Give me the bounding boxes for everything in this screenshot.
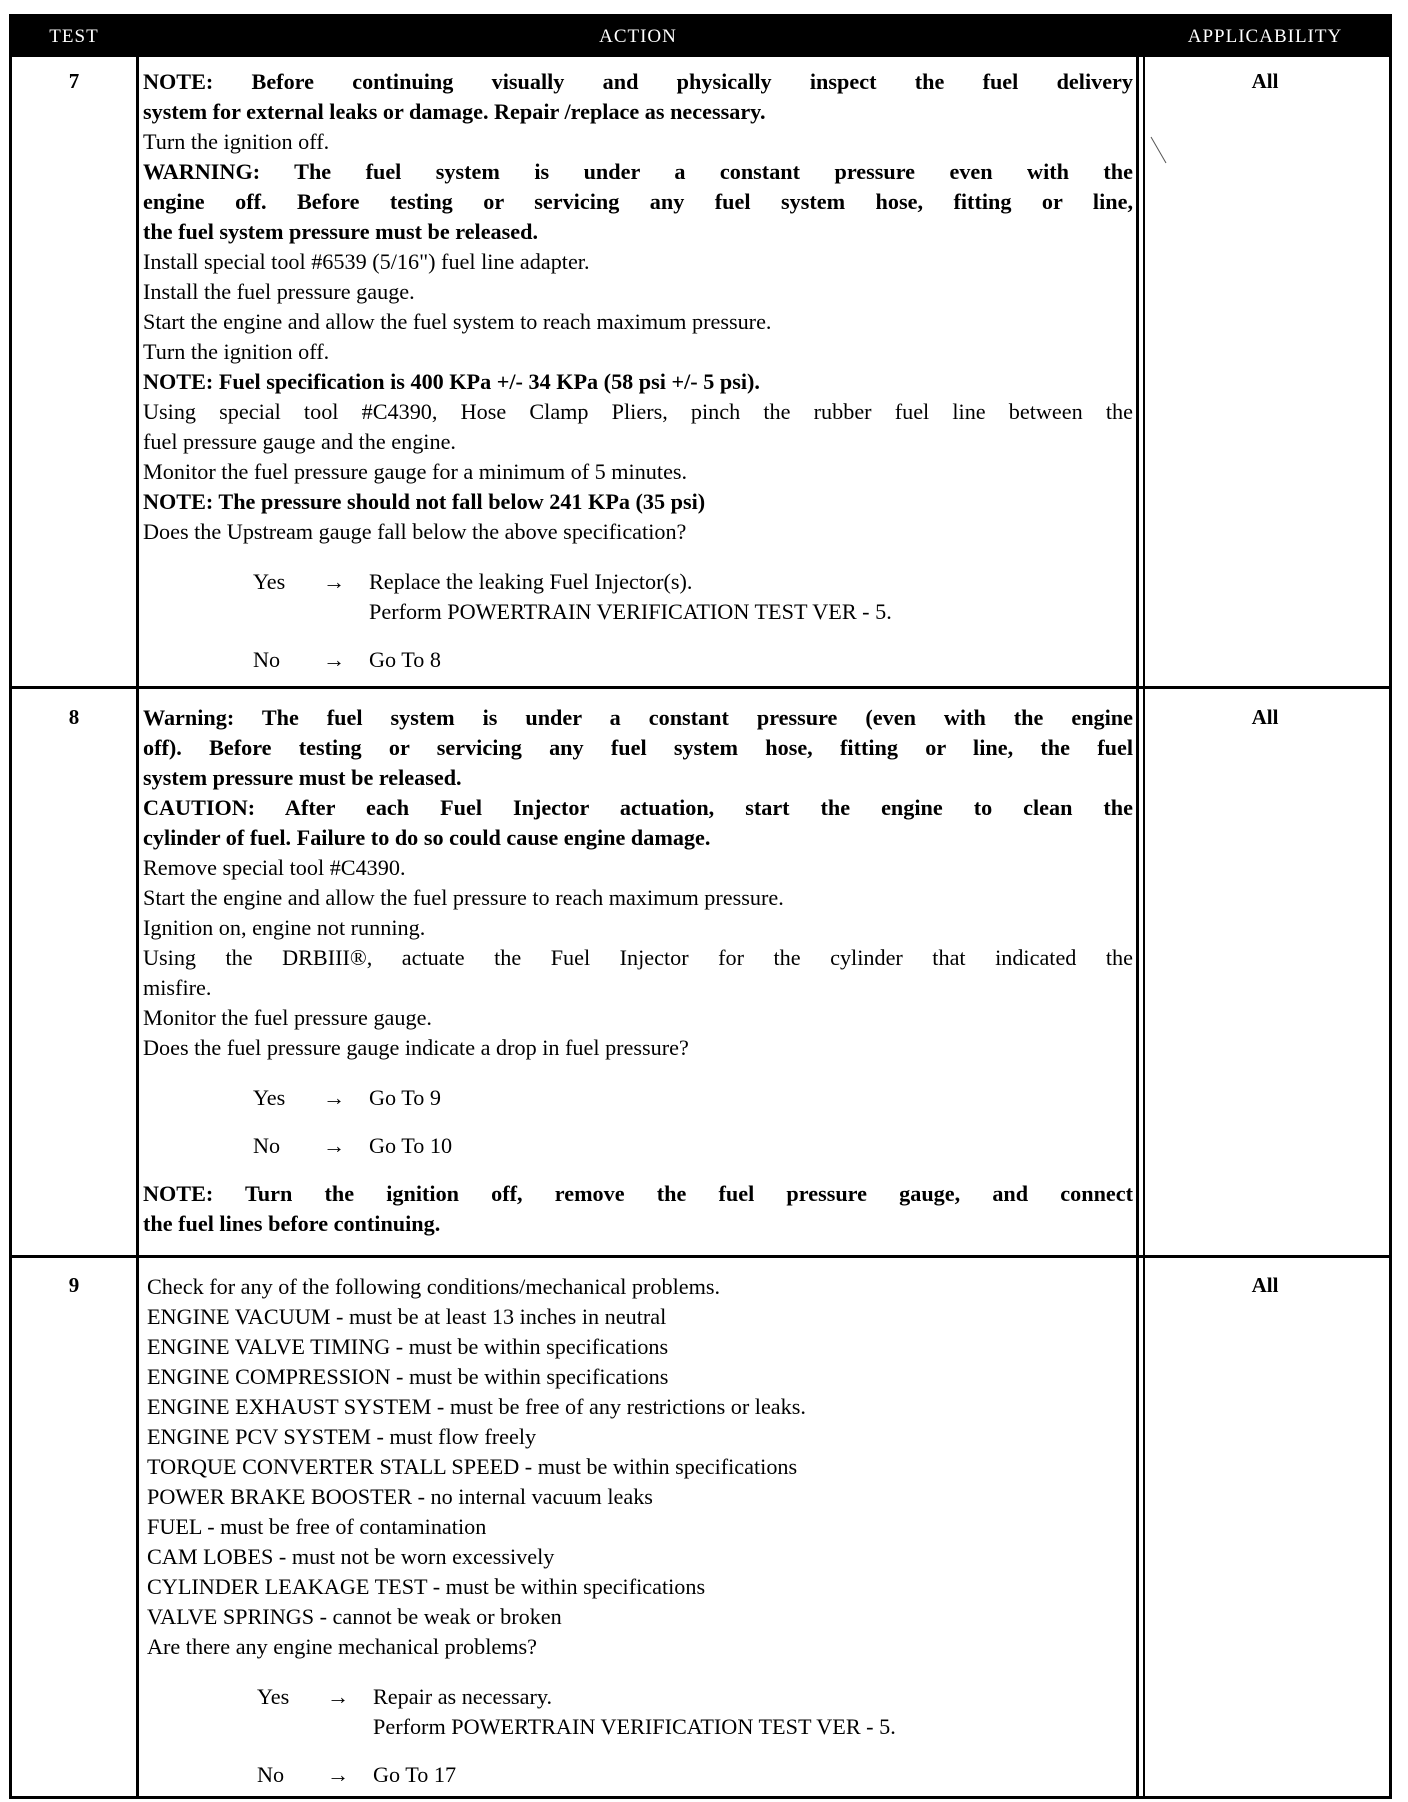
applicability-value: All [1251, 705, 1279, 729]
note-line: the fuel lines before continuing. [143, 1211, 441, 1236]
answer-no-result: Go To 17 [373, 1762, 457, 1787]
test-number: 8 [68, 705, 80, 729]
action-line: Using the DRBIII®, actuate the Fuel Injector for the cylinder that indicated the [143, 945, 1133, 970]
action-line: WARNING: The fuel system is under a constant pressure even with the [143, 159, 1133, 184]
action-line: ENGINE COMPRESSION - must be within specifications [147, 1364, 669, 1389]
answer-no [143, 645, 1133, 675]
answer-yes-label: Yes [257, 1684, 290, 1709]
action-line: Using special tool #C4390, Hose Clamp Pliers, pinch the rubber fuel line between the [143, 399, 1133, 424]
action-line: misfire. [143, 975, 212, 1000]
action-line: FUEL - must be free of contamination [147, 1514, 487, 1539]
action-line: Install the fuel pressure gauge. [143, 279, 415, 304]
test-action [147, 1272, 1137, 1790]
arrow-icon: → [323, 569, 346, 594]
answer-yes-result-2: Perform POWERTRAIN VERIFICATION TEST VER - 5. [373, 1714, 896, 1739]
action-line: fuel pressure gauge and the engine. [143, 429, 456, 454]
action-line: Turn the ignition off. [143, 339, 330, 364]
action-line: Start the engine and allow the fuel pressure to reach maximum pressure. [143, 885, 784, 910]
answer-no [143, 1131, 1133, 1161]
answer-yes-result: Replace the leaking Fuel Injector(s). [369, 569, 693, 594]
answer-yes-result-2: Perform POWERTRAIN VERIFICATION TEST VER - 5. [369, 599, 892, 624]
action-line: NOTE: Fuel specification is 400 KPa +/- 34 KPa (58 psi +/- 5 psi). [143, 369, 760, 394]
applicability-value: All [1251, 1273, 1279, 1297]
answer-no-result: Go To 10 [369, 1133, 453, 1158]
answer-no [147, 1760, 1137, 1790]
action-line: Start the engine and allow the fuel system to reach maximum pressure. [143, 309, 772, 334]
test-number: 7 [68, 69, 80, 93]
answer-no-label: No [253, 1133, 281, 1158]
header-action: ACTION [136, 17, 1140, 57]
action-line: Does the Upstream gauge fall below the above specification? [143, 519, 687, 544]
action-line: Warning: The fuel system is under a constant pressure (even with the engine [143, 705, 1133, 730]
arrow-icon: → [323, 1085, 346, 1110]
arrow-icon: → [323, 647, 346, 672]
applicability-value: All [1251, 69, 1279, 93]
action-line: Ignition on, engine not running. [143, 915, 426, 940]
action-line: Check for any of the following conditions/mechanical problems. [147, 1274, 721, 1299]
action-line: cylinder of fuel. Failure to do so could cause engine damage. [143, 825, 711, 850]
column-divider-test [136, 17, 139, 1799]
action-line: POWER BRAKE BOOSTER - no internal vacuum leaks [147, 1484, 653, 1509]
action-line: Monitor the fuel pressure gauge for a minimum of 5 minutes. [143, 459, 688, 484]
note-line: NOTE: Turn the ignition off, remove the fuel pressure gauge, and connect [143, 1181, 1133, 1206]
answer-no-result: Go To 8 [369, 647, 441, 672]
arrow-icon: → [323, 1133, 346, 1158]
action-line: TORQUE CONVERTER STALL SPEED - must be within specifications [147, 1454, 798, 1479]
action-line: CYLINDER LEAKAGE TEST - must be within specifications [147, 1574, 706, 1599]
diagnostic-table [9, 14, 1392, 1799]
arrow-icon: → [327, 1684, 350, 1709]
action-line: system for external leaks or damage. Repair /replace as necessary. [143, 99, 766, 124]
action-line: NOTE: Before continuing visually and physically inspect the fuel delivery [143, 69, 1133, 94]
action-line: ENGINE PCV SYSTEM - must flow freely [147, 1424, 537, 1449]
answer-no-label: No [253, 647, 281, 672]
action-line: Install special tool #6539 (5/16") fuel line adapter. [143, 249, 590, 274]
action-line: CAM LOBES - must not be worn excessively [147, 1544, 555, 1569]
action-line: Remove special tool #C4390. [143, 855, 406, 880]
answer-yes [147, 1682, 1137, 1742]
answer-no-label: No [257, 1762, 285, 1787]
action-line: Does the fuel pressure gauge indicate a drop in fuel pressure? [143, 1035, 689, 1060]
action-line: Are there any engine mechanical problems? [147, 1634, 537, 1659]
header-test: TEST [12, 17, 136, 57]
answer-yes [143, 1083, 1133, 1113]
column-divider-action-inner [1143, 57, 1145, 1799]
action-line: system pressure must be released. [143, 765, 462, 790]
action-line: VALVE SPRINGS - cannot be weak or broken [147, 1604, 562, 1629]
answer-yes-result: Repair as necessary. [373, 1684, 553, 1709]
test-action [143, 703, 1133, 1239]
test-action [143, 67, 1133, 675]
action-line: NOTE: The pressure should not fall below 241 KPa (35 psi) [143, 489, 706, 514]
action-line: the fuel system pressure must be released. [143, 219, 539, 244]
action-line: CAUTION: After each Fuel Injector actuation, start the engine to clean the [143, 795, 1133, 820]
action-line: off). Before testing or servicing any fuel system hose, fitting or line, the fuel [143, 735, 1133, 760]
action-line: engine off. Before testing or servicing any fuel system hose, fitting or line, [143, 189, 1133, 214]
answer-yes-result: Go To 9 [369, 1085, 441, 1110]
header-applicability: APPLICABILITY [1140, 17, 1390, 57]
action-line: Turn the ignition off. [143, 129, 330, 154]
row-divider [12, 686, 1389, 689]
answer-yes-label: Yes [253, 1085, 286, 1110]
arrow-icon: → [327, 1762, 350, 1787]
action-line: ENGINE VACUUM - must be at least 13 inches in neutral [147, 1304, 667, 1329]
action-line: Monitor the fuel pressure gauge. [143, 1005, 432, 1030]
action-line: ENGINE EXHAUST SYSTEM - must be free of any restrictions or leaks. [147, 1394, 806, 1419]
scan-mark [1151, 137, 1167, 163]
test-number: 9 [68, 1273, 80, 1297]
action-line: ENGINE VALVE TIMING - must be within specifications [147, 1334, 669, 1359]
row-divider [12, 1255, 1389, 1258]
answer-yes [143, 567, 1133, 627]
answer-yes-label: Yes [253, 569, 286, 594]
